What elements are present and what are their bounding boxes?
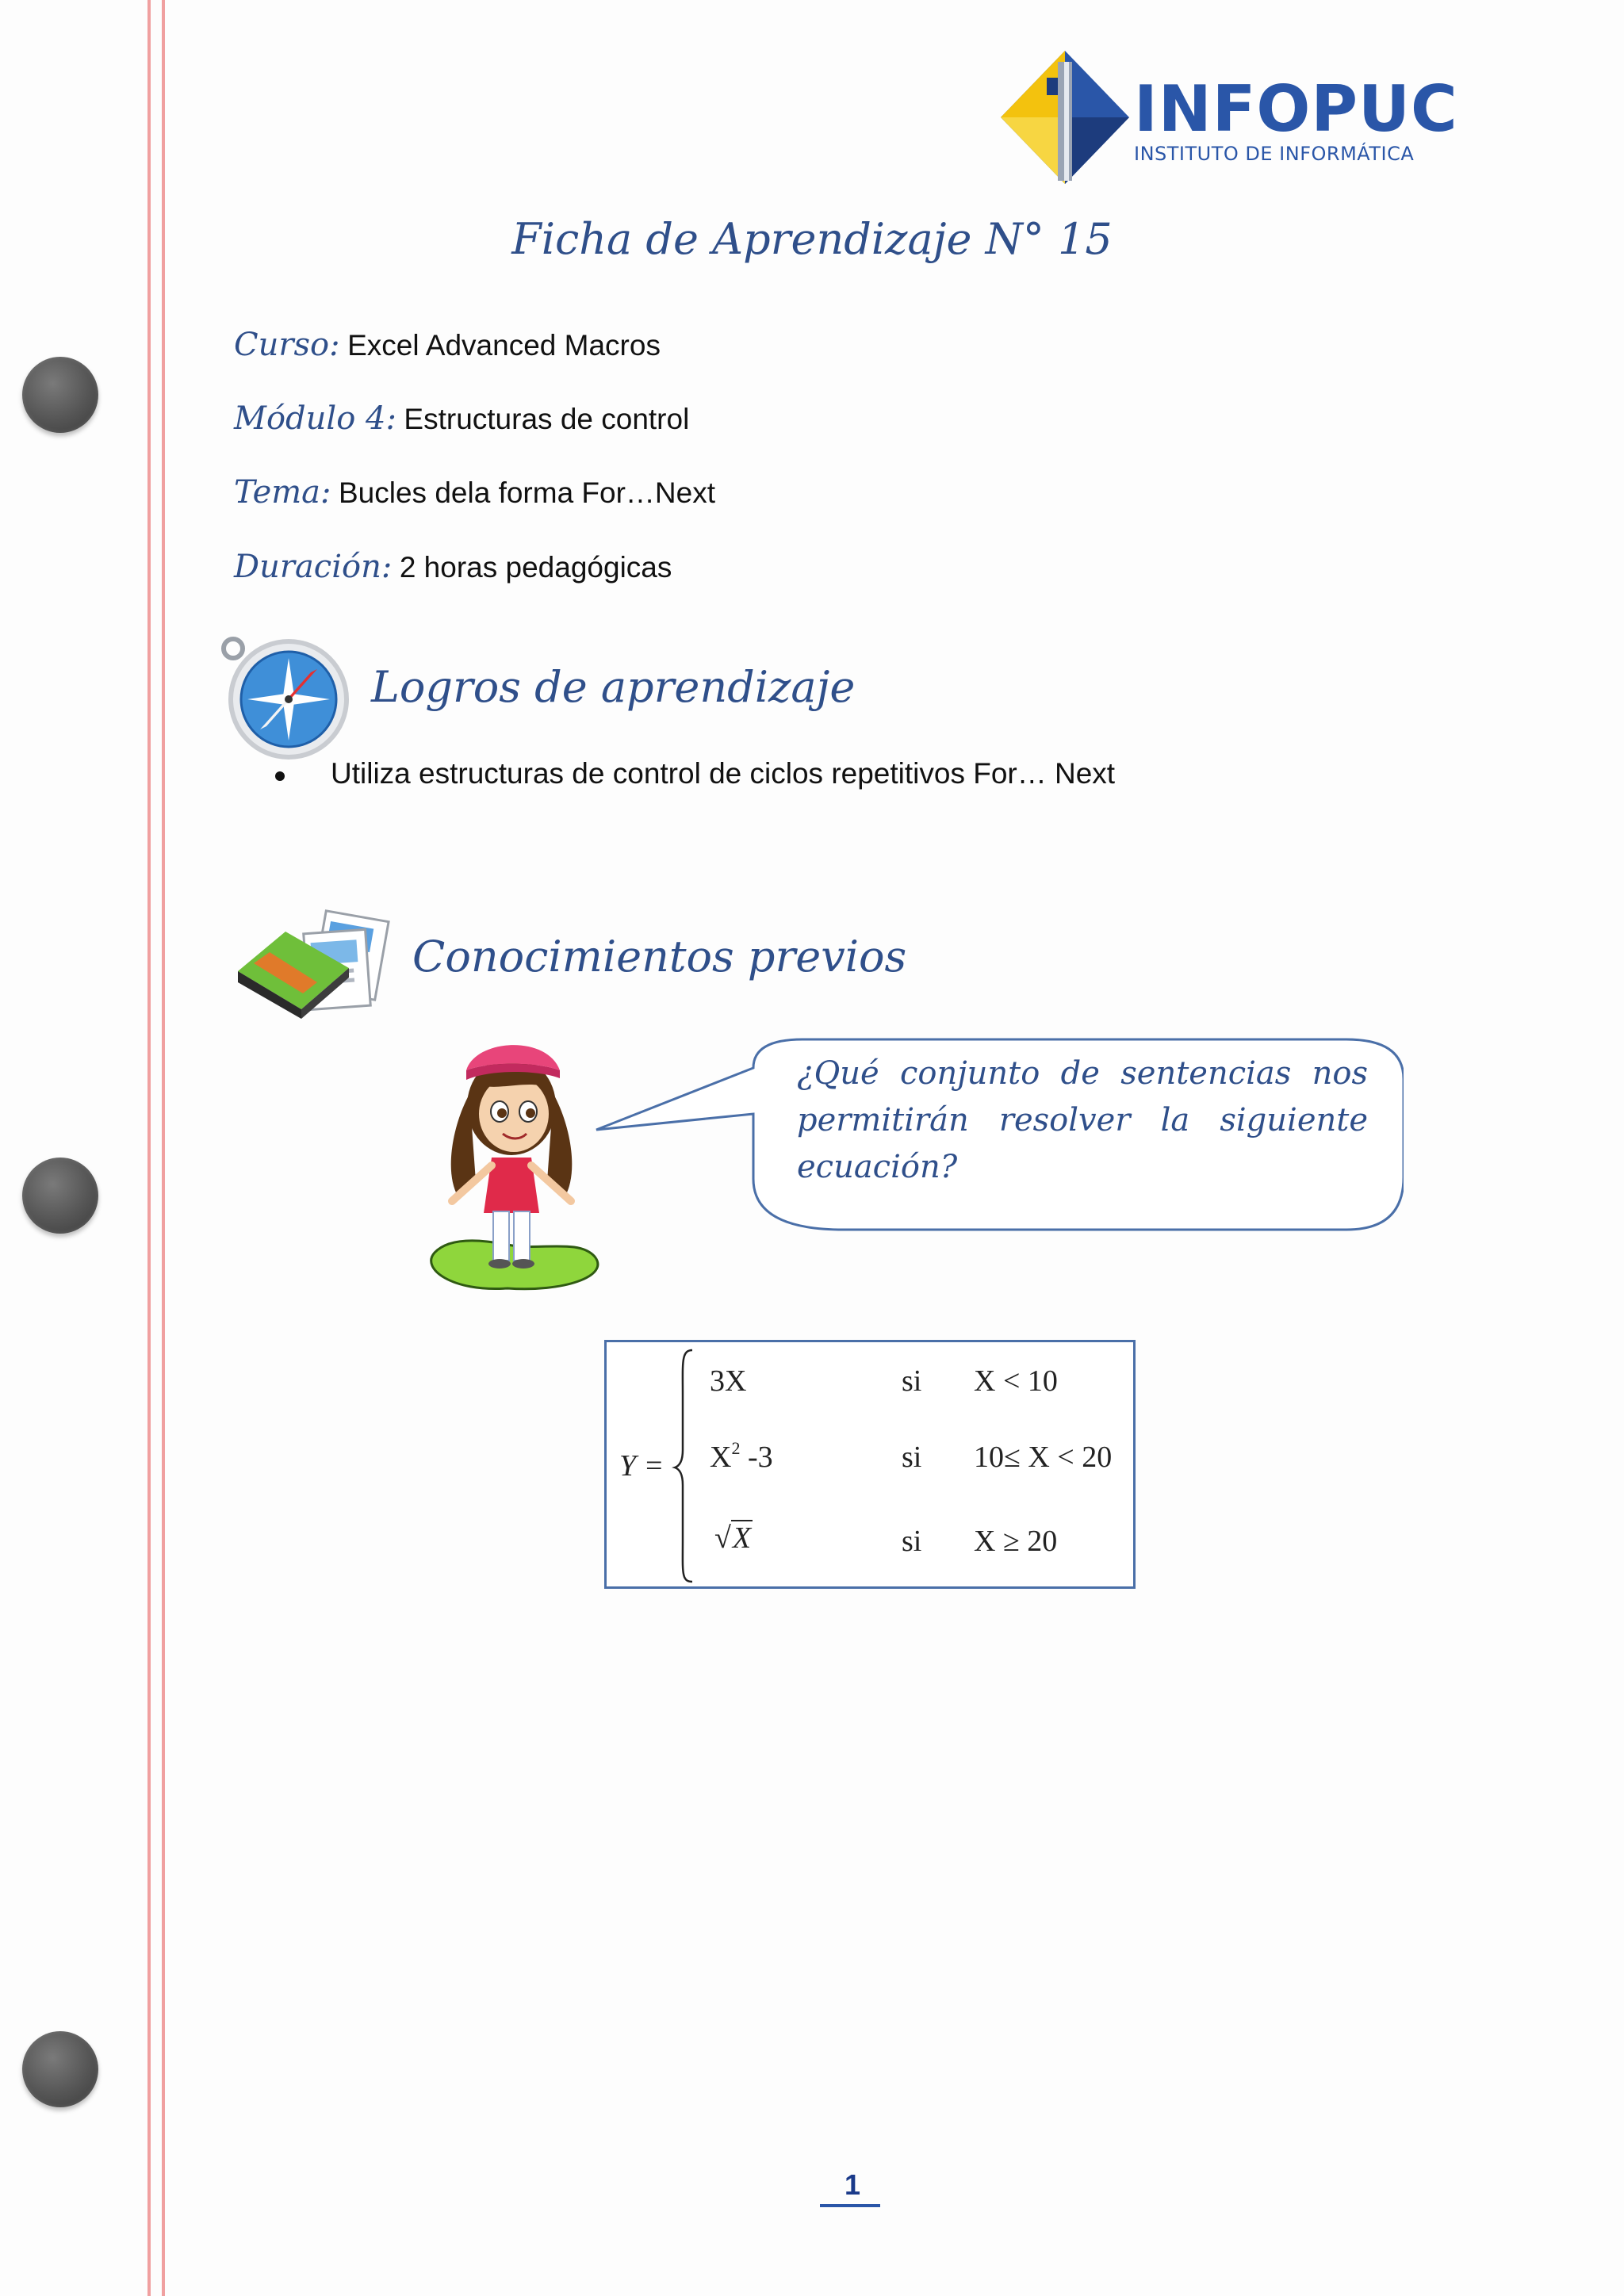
brand-logo [998,48,1458,190]
info-row-tema [234,474,715,511]
equation-condition: 10≤ X < 20 [974,1441,1113,1474]
equation-cond-word: si [902,1441,922,1474]
logo-diamond-icon [998,48,1132,190]
equation-cond-word: si [902,1525,922,1558]
equation-expr-base: X [710,1441,732,1474]
margin-line-right [162,0,165,2296]
equation-lhs: Y = [619,1449,665,1483]
sqrt-icon: √ [714,1521,731,1555]
equation-condition: X ≥ 20 [974,1525,1058,1558]
equation-expr: 3X [710,1364,747,1398]
brace-icon [672,1347,695,1585]
page-title: Ficha de Aprendizaje N° 15 [511,214,1113,264]
books-icon [230,900,396,1035]
section-heading-conocimientos: Conocimientos previos [412,932,907,982]
equation-box [604,1340,1136,1589]
info-row-duracion [234,549,672,585]
bullet-icon [275,771,285,781]
brand-subtitle: INSTITUTO DE INFORMÁTICA [1134,143,1415,165]
equation-expr-sup: 2 [731,1438,741,1458]
info-value: 2 horas pedagógicas [399,551,672,584]
girl-character-illustration [420,1031,611,1292]
binder-hole [22,2031,98,2107]
binder-hole [22,357,98,433]
section-heading-logros: Logros de aprendizaje [371,662,856,712]
binder-hole [22,1158,98,1234]
info-label: Tema: [234,474,331,511]
equation-expr-tail: -3 [740,1441,773,1474]
margin-line-left [147,0,151,2296]
info-value: Bucles dela forma For…Next [339,476,716,509]
info-value: Estructuras de control [404,403,690,435]
compass-icon [216,634,358,761]
equation-expr: X [732,1521,752,1555]
info-value: Excel Advanced Macros [347,329,661,362]
info-row-modulo [234,400,689,437]
bullet-text: Utiliza estructuras de control de ciclos repetitivos For… Next [331,757,1116,790]
info-row-curso [234,327,661,363]
info-label: Curso: [234,327,340,363]
equation-radical [714,1523,753,1553]
brand-name: INFOPUC [1134,72,1458,146]
equation-expr [710,1438,773,1474]
page-number: 1 [844,2168,861,2201]
info-label: Duración: [234,549,393,585]
speech-bubble-text: ¿Qué conjunto de sentencias nos permitirán resolver la siguiente ecuación? [797,1055,1368,1185]
page-number-underline [820,2204,880,2207]
equation-condition: X < 10 [974,1364,1058,1398]
equation-cond-word: si [902,1364,922,1398]
info-label: Módulo 4: [234,400,396,437]
